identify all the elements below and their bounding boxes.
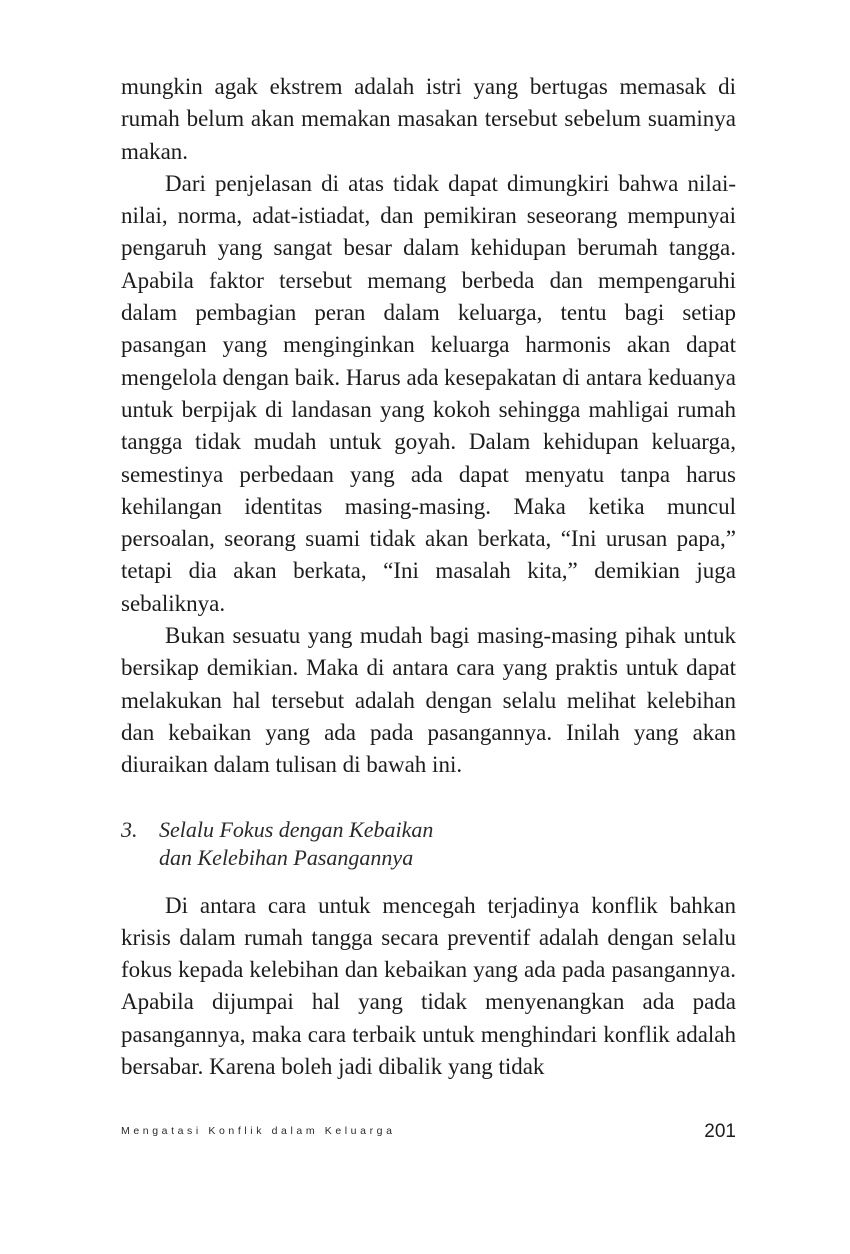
- page-number: 201: [704, 1121, 736, 1142]
- page-footer: [121, 1121, 736, 1148]
- section-title-line-1: Selalu Fokus dengan Kebaikan: [159, 816, 434, 842]
- page-body: [121, 71, 736, 1083]
- section-number: 3.: [121, 816, 138, 842]
- section-heading: [121, 816, 736, 872]
- running-title: Mengatasi Konflik dalam Keluarga: [121, 1125, 396, 1137]
- section-title: [159, 816, 433, 872]
- paragraph-continuation: mungkin agak ekstrem adalah istri yang bertugas memasak di rumah belum akan memakan masakan tersebut sebelum suaminya makan.: [121, 74, 736, 164]
- paragraph-not-easy: Bukan sesuatu yang mudah bagi masing-masing pihak untuk bersikap demikian. Maka di antara cara yang praktis untuk dapat melakukan hal tersebut adalah dengan selalu melihat kelebihan dan kebaikan yang ada pada pasangannya. Inilah yang akan diuraikan dalam tulisan di bawah ini.: [121, 623, 736, 778]
- paragraph-values-norms: Dari penjelasan di atas tidak dapat dimungkiri bahwa nilai-nilai, norma, adat-istiadat, dan pemikiran seseorang mempunyai pengaruh yang sangat besar dalam kehidupan berumah tangga. Apabila faktor tersebut memang berbeda dan mempengaruhi dalam pembagian peran dalam keluarga, tentu bagi setiap pasangan yang menginginkan keluarga harmonis akan dapat mengelola dengan baik. Harus ada kesepakatan di antara keduanya untuk berpijak di landasan yang kokoh sehingga mahligai rumah tangga tidak mudah untuk goyah. Dalam kehidupan keluarga, semestinya perbedaan yang ada dapat menyatu tanpa harus kehilangan identitas masing-masing. Maka ketika muncul persoalan, seorang suami tidak akan berkata, “Ini urusan papa,” tetapi dia akan berkata, “Ini masalah kita,” demikian juga sebaliknya.: [121, 170, 736, 616]
- paragraph-section-intro: Di antara cara untuk mencegah terjadinya konflik bahkan krisis dalam rumah tangga secara preventif adalah dengan selalu fokus kepada kelebihan dan kebaikan yang ada pada pasangannya. Apabila dijumpai hal yang tidak menyenangkan ada pada pasangannya, maka cara terbaik untuk menghindari konflik adalah bersabar. Karena boleh jadi dibalik yang tidak: [121, 892, 736, 1080]
- section-title-line-2: dan Kelebihan Pasangannya: [159, 844, 414, 870]
